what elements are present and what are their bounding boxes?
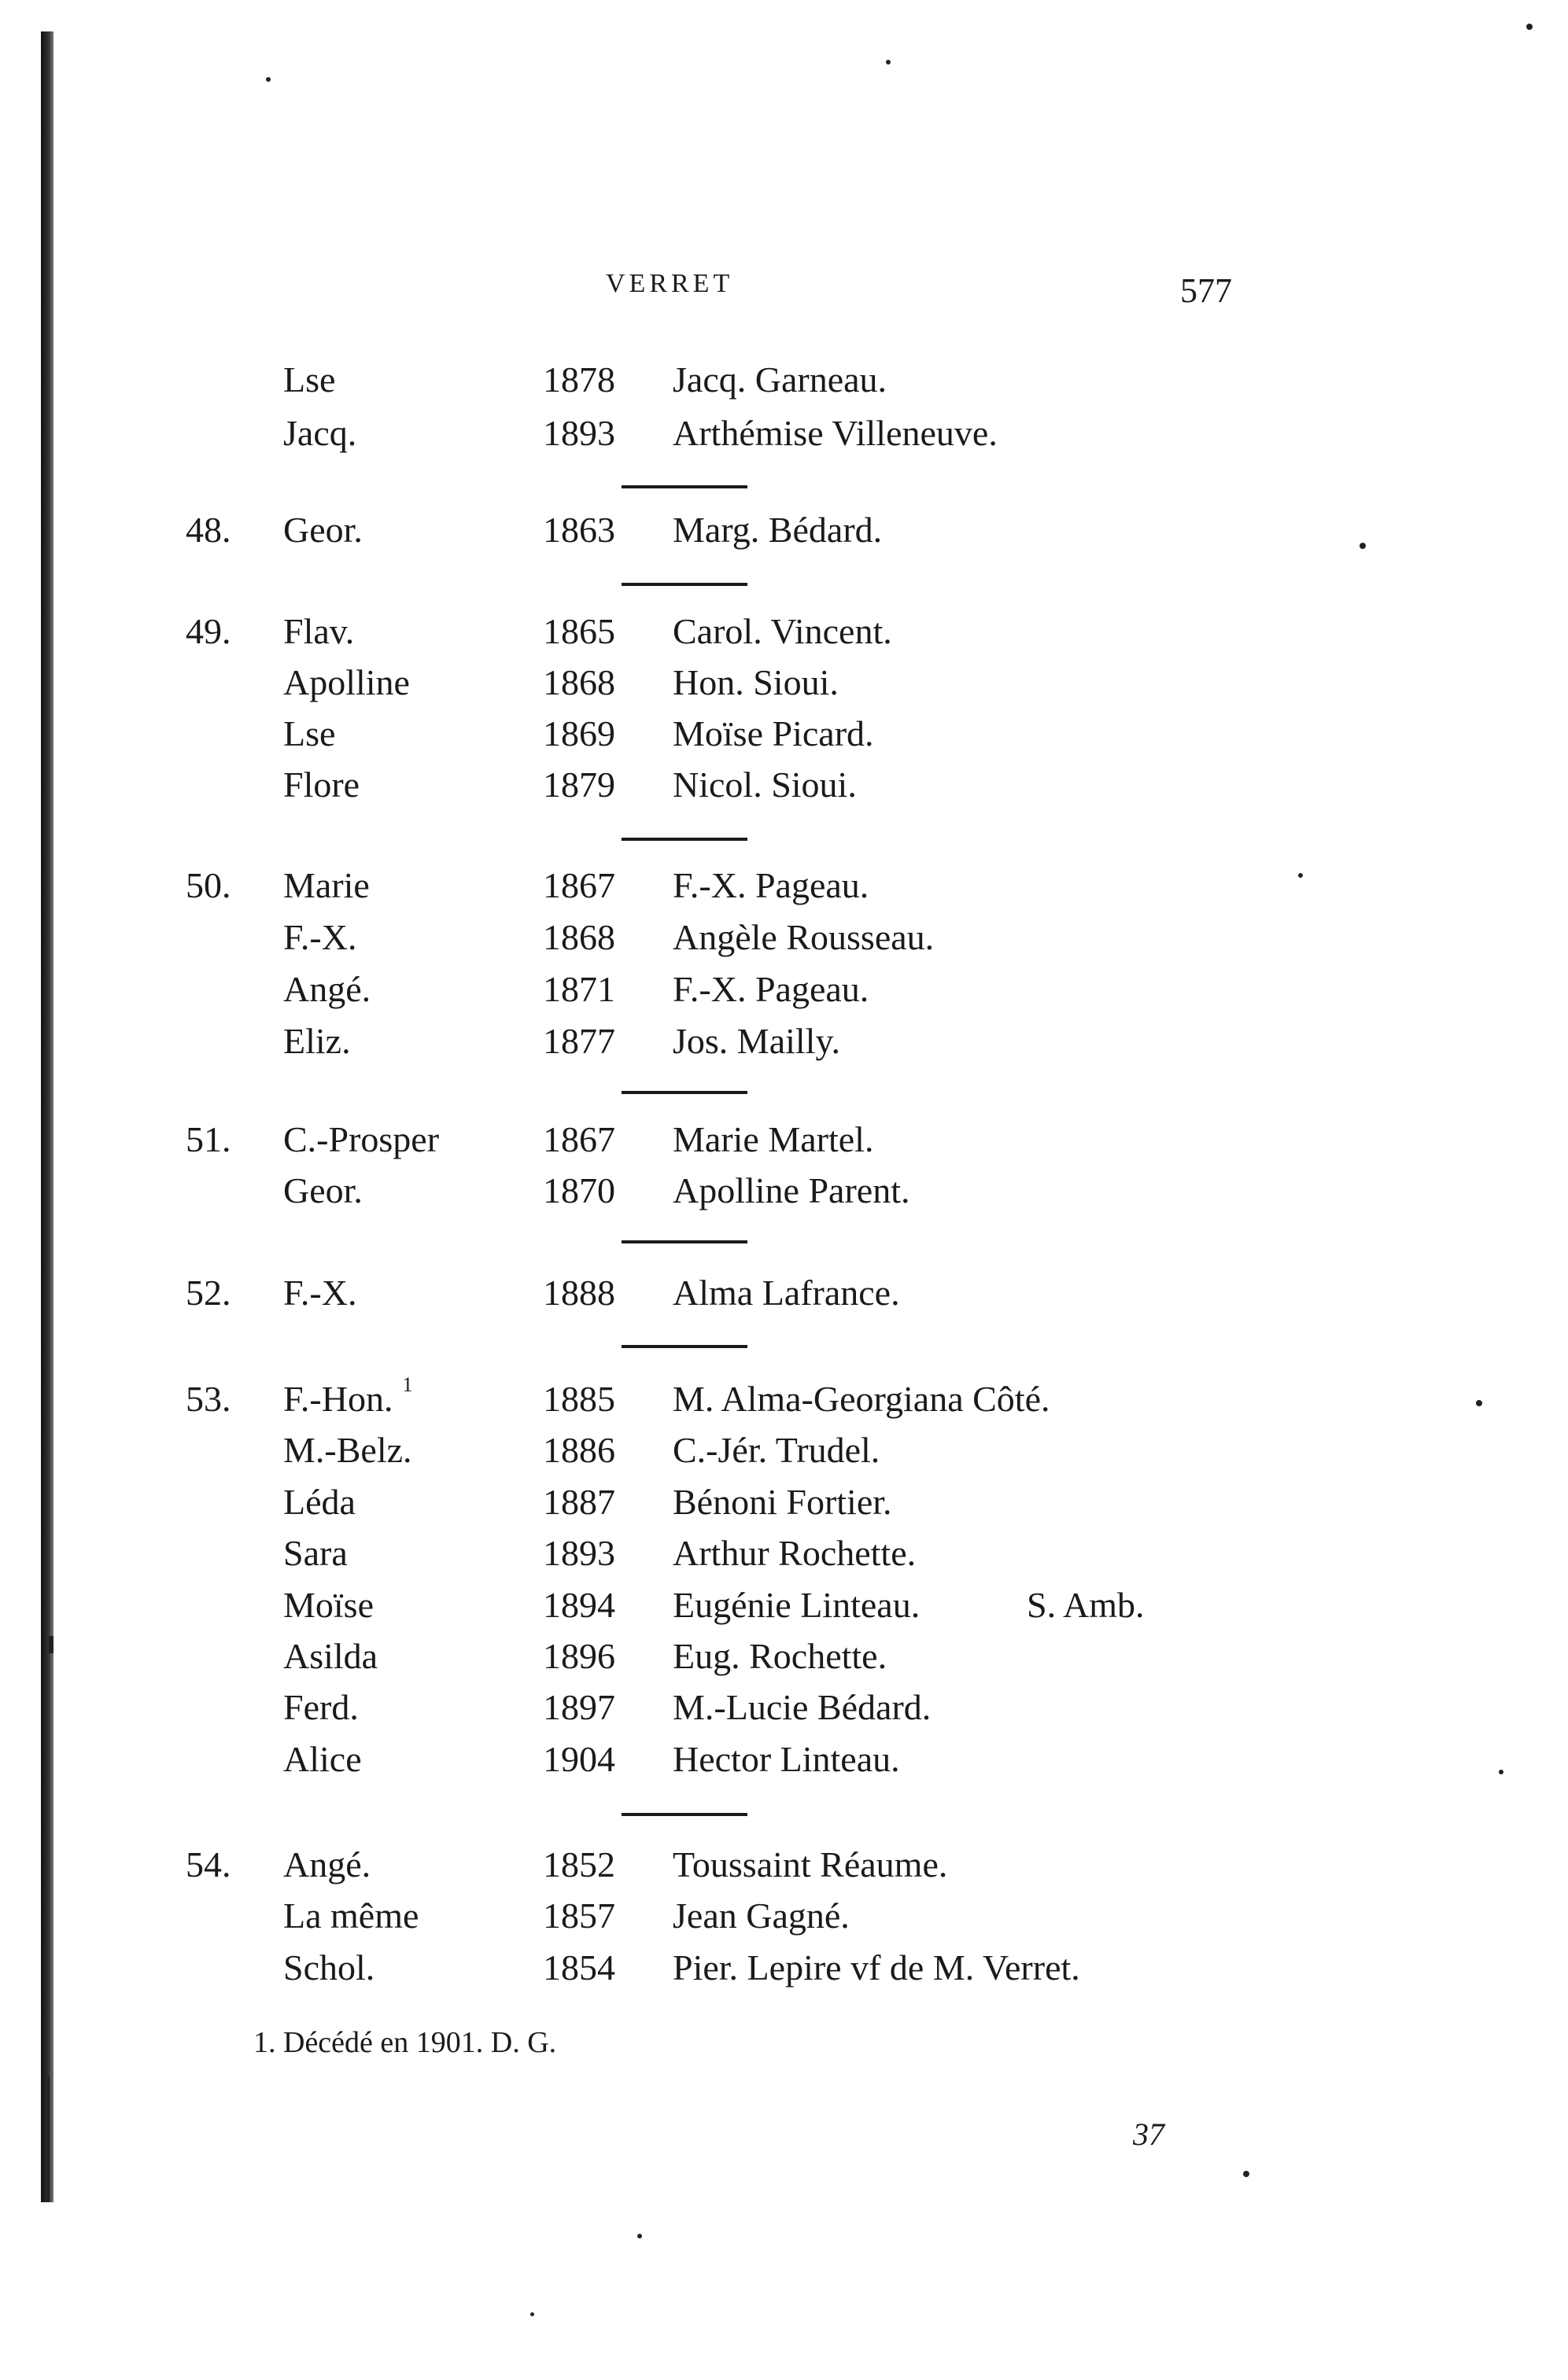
spouse-name: Eug. Rochette. xyxy=(673,1636,887,1676)
spouse-name: Toussaint Réaume. xyxy=(673,1844,948,1884)
signature-mark: 37 xyxy=(1133,2117,1164,2152)
spouse-name: Angèle Rousseau. xyxy=(673,917,935,957)
entry-number: 50. xyxy=(186,865,231,905)
given-name: Geor. xyxy=(283,1170,363,1210)
spouse-name: F.-X. Pageau. xyxy=(673,865,869,905)
table-row xyxy=(0,356,1568,404)
table-row xyxy=(0,1375,1568,1424)
marriage-year: 1867 xyxy=(543,865,615,905)
spouse-name: Jacq. Garneau. xyxy=(673,359,887,400)
spouse-name: Arthur Rochette. xyxy=(673,1533,917,1573)
table-row xyxy=(0,658,1568,707)
table-row xyxy=(0,409,1568,458)
section-rule xyxy=(622,1345,747,1348)
table-row xyxy=(0,1735,1568,1784)
spouse-name: Marie Martel. xyxy=(673,1119,874,1159)
given-name: Apolline xyxy=(283,662,410,702)
given-name: Sara xyxy=(283,1533,348,1573)
marriage-year: 1865 xyxy=(543,611,615,651)
marriage-year: 1868 xyxy=(543,917,615,957)
section-rule xyxy=(622,485,747,488)
spouse-name: Apolline Parent. xyxy=(673,1170,910,1210)
table-row xyxy=(0,1632,1568,1681)
section-rule xyxy=(622,1813,747,1816)
given-name: Schol. xyxy=(283,1947,375,1988)
table-row xyxy=(0,1269,1568,1317)
marriage-year: 1878 xyxy=(543,359,615,400)
spouse-name: Carol. Vincent. xyxy=(673,611,892,651)
given-name: Moïse xyxy=(283,1585,374,1625)
given-name: Marie xyxy=(283,865,370,905)
running-head: VERRET xyxy=(606,269,734,298)
given-name: F.-X. xyxy=(283,917,357,957)
marriage-year: 1852 xyxy=(543,1844,615,1884)
table-row xyxy=(0,1478,1568,1527)
section-rule xyxy=(622,583,747,586)
spouse-name: Eugénie Linteau. xyxy=(673,1585,921,1625)
spouse-name: Hon. Sioui. xyxy=(673,662,839,702)
spouse-name: Jean Gagné. xyxy=(673,1896,850,1936)
given-name: Lse xyxy=(283,359,336,400)
spouse-name: Hector Linteau. xyxy=(673,1739,900,1779)
table-row xyxy=(0,861,1568,910)
marriage-year: 1868 xyxy=(543,662,615,702)
section-rule xyxy=(622,838,747,841)
given-name: La même xyxy=(283,1896,419,1936)
spouse-name: C.-Jér. Trudel. xyxy=(673,1430,880,1470)
spouse-name: M.-Lucie Bédard. xyxy=(673,1687,932,1727)
marriage-year: 1854 xyxy=(543,1947,615,1988)
marriage-year: 1893 xyxy=(543,413,615,453)
marriage-year: 1887 xyxy=(543,1482,615,1522)
spouse-name: Bénoni Fortier. xyxy=(673,1482,892,1522)
table-row xyxy=(0,1115,1568,1164)
table-row xyxy=(0,1943,1568,1992)
given-name: M.-Belz. xyxy=(283,1430,412,1470)
marriage-year: 1904 xyxy=(543,1739,615,1779)
table-row xyxy=(0,1892,1568,1940)
entry-number: 49. xyxy=(186,611,231,651)
given-name-text: F.-Hon. xyxy=(283,1379,393,1419)
table-row xyxy=(0,1683,1568,1732)
table-row xyxy=(0,1017,1568,1066)
marriage-year: 1869 xyxy=(543,713,615,753)
spouse-name: Pier. Lepire vf de M. Verret. xyxy=(673,1947,1080,1988)
page-number: 577 xyxy=(1180,271,1232,310)
spouse-name: Marg. Bédard. xyxy=(673,510,883,550)
parish-note: S. Amb. xyxy=(1027,1585,1145,1625)
given-name: Flav. xyxy=(283,611,355,651)
spouse-name: Arthémise Villeneuve. xyxy=(673,413,998,453)
section-rule xyxy=(622,1240,747,1243)
footnote: 1. Décédé en 1901. D. G. xyxy=(253,2026,557,2059)
marriage-year: 1863 xyxy=(543,510,615,550)
given-name: Lse xyxy=(283,713,336,753)
marriage-year: 1867 xyxy=(543,1119,615,1159)
spouse-name: F.-X. Pageau. xyxy=(673,969,869,1009)
given-name: Léda xyxy=(283,1482,356,1522)
given-name xyxy=(283,1375,412,1424)
given-name: Flore xyxy=(283,764,360,805)
given-name: Ferd. xyxy=(283,1687,359,1727)
entry-number: 54. xyxy=(186,1844,231,1884)
marriage-year: 1879 xyxy=(543,764,615,805)
given-name: Geor. xyxy=(283,510,363,550)
footnote-mark: 1 xyxy=(402,1373,413,1396)
given-name: F.-X. xyxy=(283,1273,357,1313)
marriage-year: 1870 xyxy=(543,1170,615,1210)
marriage-year: 1886 xyxy=(543,1430,615,1470)
table-row xyxy=(0,506,1568,554)
given-name: Alice xyxy=(283,1739,362,1779)
spouse-name: Moïse Picard. xyxy=(673,713,874,753)
marriage-year: 1885 xyxy=(543,1379,615,1419)
given-name: Eliz. xyxy=(283,1021,351,1061)
spouse-name: Nicol. Sioui. xyxy=(673,764,857,805)
marriage-year: 1894 xyxy=(543,1585,615,1625)
table-row xyxy=(0,607,1568,656)
spouse-name: Jos. Mailly. xyxy=(673,1021,840,1061)
table-row xyxy=(0,1529,1568,1578)
entry-number: 51. xyxy=(186,1119,231,1159)
section-rule xyxy=(622,1091,747,1094)
table-row xyxy=(0,1426,1568,1475)
given-name: Jacq. xyxy=(283,413,357,453)
entry-number: 53. xyxy=(186,1379,231,1419)
table-row xyxy=(0,1840,1568,1889)
marriage-year: 1877 xyxy=(543,1021,615,1061)
spouse-name: Alma Lafrance. xyxy=(673,1273,900,1313)
marriage-year: 1857 xyxy=(543,1896,615,1936)
given-name: Asilda xyxy=(283,1636,378,1676)
marriage-year: 1897 xyxy=(543,1687,615,1727)
marriage-year: 1871 xyxy=(543,969,615,1009)
given-name: C.-Prosper xyxy=(283,1119,440,1159)
table-row xyxy=(0,761,1568,809)
marriage-year: 1888 xyxy=(543,1273,615,1313)
given-name: Angé. xyxy=(283,969,371,1009)
table-row xyxy=(0,1581,1568,1630)
entry-number: 52. xyxy=(186,1273,231,1313)
table-row xyxy=(0,1166,1568,1215)
marriage-year: 1893 xyxy=(543,1533,615,1573)
entry-number: 48. xyxy=(186,510,231,550)
table-row xyxy=(0,709,1568,758)
spouse-name: M. Alma-Georgiana Côté. xyxy=(673,1379,1050,1419)
table-row xyxy=(0,965,1568,1014)
table-row xyxy=(0,913,1568,962)
given-name: Angé. xyxy=(283,1844,371,1884)
marriage-year: 1896 xyxy=(543,1636,615,1676)
